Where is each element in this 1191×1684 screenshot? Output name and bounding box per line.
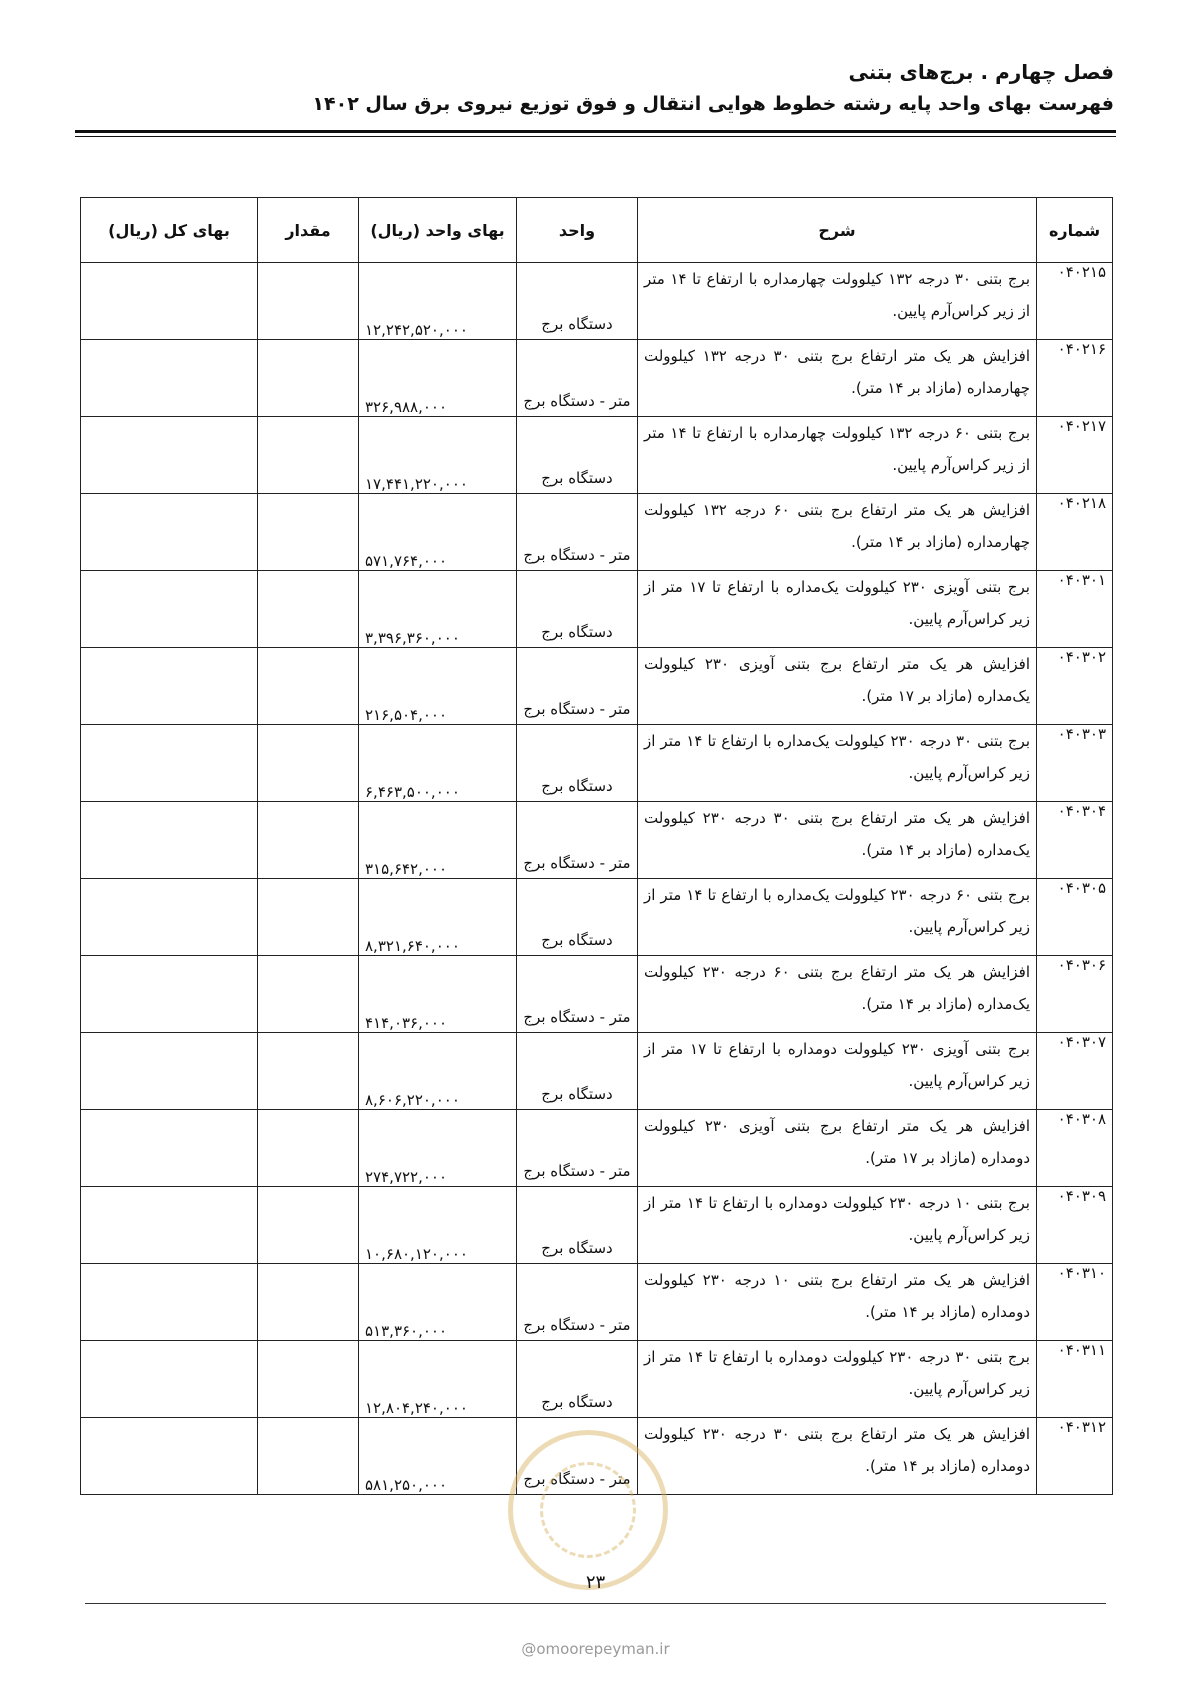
row-total — [81, 340, 258, 417]
row-unit-price: ۲۱۶,۵۰۴,۰۰۰ — [359, 648, 517, 725]
row-code: ۰۴۰۳۰۹ — [1037, 1187, 1113, 1264]
col-header-unit-price: بهای واحد (ریال) — [359, 198, 517, 263]
table-row — [81, 263, 1113, 340]
row-unit-price: ۳۲۶,۹۸۸,۰۰۰ — [359, 340, 517, 417]
row-quantity — [258, 263, 359, 340]
row-unit: دستگاه برج — [517, 879, 638, 956]
row-description: برج بتنی ۱۰ درجه ۲۳۰ کیلوولت دومداره با ارتفاع تا ۱۴ متر از زیر کراس‌آرم پایین. — [638, 1187, 1037, 1264]
row-total — [81, 494, 258, 571]
row-unit: متر - دستگاه برج — [517, 340, 638, 417]
row-quantity — [258, 725, 359, 802]
row-code: ۰۴۰۲۱۸ — [1037, 494, 1113, 571]
row-quantity — [258, 956, 359, 1033]
table-row — [81, 648, 1113, 725]
col-header-total: بهای کل (ریال) — [81, 198, 258, 263]
row-description: افزایش هر یک متر ارتفاع برج بتنی ۱۰ درجه ۲۳۰ کیلوولت دومداره (مازاد بر ۱۴ متر). — [638, 1264, 1037, 1341]
row-code: ۰۴۰۳۰۵ — [1037, 879, 1113, 956]
row-unit: متر - دستگاه برج — [517, 1264, 638, 1341]
row-description: برج بتنی ۳۰ درجه ۲۳۰ کیلوولت یک‌مداره با ارتفاع تا ۱۴ متر از زیر کراس‌آرم پایین. — [638, 725, 1037, 802]
row-description: افزایش هر یک متر ارتفاع برج بتنی ۳۰ درجه ۲۳۰ کیلوولت دومداره (مازاد بر ۱۴ متر). — [638, 1418, 1037, 1495]
row-unit-price: ۱۷,۴۴۱,۲۲۰,۰۰۰ — [359, 417, 517, 494]
row-unit: متر - دستگاه برج — [517, 494, 638, 571]
row-code: ۰۴۰۳۱۲ — [1037, 1418, 1113, 1495]
row-unit-price: ۶,۴۶۳,۵۰۰,۰۰۰ — [359, 725, 517, 802]
row-unit-price: ۸,۳۲۱,۶۴۰,۰۰۰ — [359, 879, 517, 956]
price-table-body — [81, 263, 1113, 1495]
row-unit: دستگاه برج — [517, 725, 638, 802]
row-quantity — [258, 1033, 359, 1110]
table-row — [81, 1110, 1113, 1187]
row-description: افزایش هر یک متر ارتفاع برج بتنی ۶۰ درجه ۱۳۲ کیلوولت چهارمداره (مازاد بر ۱۴ متر). — [638, 494, 1037, 571]
row-description: برج بتنی ۶۰ درجه ۲۳۰ کیلوولت یک‌مداره با ارتفاع تا ۱۴ متر از زیر کراس‌آرم پایین. — [638, 879, 1037, 956]
row-unit: متر - دستگاه برج — [517, 802, 638, 879]
row-total — [81, 1264, 258, 1341]
page-header — [75, 58, 1114, 118]
row-total — [81, 1418, 258, 1495]
row-code: ۰۴۰۳۰۷ — [1037, 1033, 1113, 1110]
row-code: ۰۴۰۳۰۲ — [1037, 648, 1113, 725]
row-unit-price: ۲۷۴,۷۲۲,۰۰۰ — [359, 1110, 517, 1187]
col-header-quantity: مقدار — [258, 198, 359, 263]
row-unit-price: ۵۷۱,۷۶۴,۰۰۰ — [359, 494, 517, 571]
row-total — [81, 725, 258, 802]
row-description: افزایش هر یک متر ارتفاع برج بتنی ۳۰ درجه ۲۳۰ کیلوولت یک‌مداره (مازاد بر ۱۴ متر). — [638, 802, 1037, 879]
row-unit-price: ۸,۶۰۶,۲۲۰,۰۰۰ — [359, 1033, 517, 1110]
row-unit: دستگاه برج — [517, 1341, 638, 1418]
seal-watermark-inner — [540, 1462, 636, 1558]
row-total — [81, 1187, 258, 1264]
row-quantity — [258, 1110, 359, 1187]
table-row — [81, 879, 1113, 956]
page-number: ۲۳ — [585, 1572, 606, 1593]
row-description: برج بتنی ۳۰ درجه ۱۳۲ کیلوولت چهارمداره با ارتفاع تا ۱۴ متر از زیر کراس‌آرم پایین. — [638, 263, 1037, 340]
row-total — [81, 1033, 258, 1110]
footer-rule — [85, 1603, 1106, 1604]
row-unit-price: ۵۸۱,۲۵۰,۰۰۰ — [359, 1418, 517, 1495]
table-row — [81, 1264, 1113, 1341]
row-code: ۰۴۰۲۱۷ — [1037, 417, 1113, 494]
row-unit: دستگاه برج — [517, 263, 638, 340]
row-unit-price: ۳۱۵,۶۴۲,۰۰۰ — [359, 802, 517, 879]
row-total — [81, 648, 258, 725]
row-unit-price: ۵۱۳,۳۶۰,۰۰۰ — [359, 1264, 517, 1341]
row-description: افزایش هر یک متر ارتفاع برج بتنی آویزی ۲۳۰ کیلوولت یک‌مداره (مازاد بر ۱۷ متر). — [638, 648, 1037, 725]
table-row — [81, 571, 1113, 648]
row-total — [81, 263, 258, 340]
row-total — [81, 1110, 258, 1187]
row-code: ۰۴۰۳۰۳ — [1037, 725, 1113, 802]
row-total — [81, 879, 258, 956]
table-header-row — [81, 198, 1113, 263]
row-unit: دستگاه برج — [517, 1187, 638, 1264]
row-total — [81, 417, 258, 494]
row-description: برج بتنی ۶۰ درجه ۱۳۲ کیلوولت چهارمداره با ارتفاع تا ۱۴ متر از زیر کراس‌آرم پایین. — [638, 417, 1037, 494]
row-unit: دستگاه برج — [517, 417, 638, 494]
row-unit: دستگاه برج — [517, 1033, 638, 1110]
row-total — [81, 1341, 258, 1418]
col-header-code: شماره — [1037, 198, 1113, 263]
row-unit: متر - دستگاه برج — [517, 956, 638, 1033]
row-code: ۰۴۰۳۰۱ — [1037, 571, 1113, 648]
row-code: ۰۴۰۳۱۱ — [1037, 1341, 1113, 1418]
seal-watermark — [508, 1430, 668, 1590]
row-code: ۰۴۰۳۰۴ — [1037, 802, 1113, 879]
row-code: ۰۴۰۲۱۶ — [1037, 340, 1113, 417]
row-unit-price: ۴۱۴,۰۳۶,۰۰۰ — [359, 956, 517, 1033]
table-row — [81, 494, 1113, 571]
table-row — [81, 1187, 1113, 1264]
site-url: @omoorepeyman.ir — [521, 1640, 670, 1658]
row-unit: متر - دستگاه برج — [517, 1110, 638, 1187]
table-row — [81, 725, 1113, 802]
row-unit-price: ۳,۳۹۶,۳۶۰,۰۰۰ — [359, 571, 517, 648]
row-unit: دستگاه برج — [517, 571, 638, 648]
table-row — [81, 802, 1113, 879]
header-rule-thin — [75, 136, 1116, 137]
row-code: ۰۴۰۳۱۰ — [1037, 1264, 1113, 1341]
row-code: ۰۴۰۳۰۶ — [1037, 956, 1113, 1033]
col-header-unit: واحد — [517, 198, 638, 263]
table-row — [81, 1341, 1113, 1418]
row-quantity — [258, 1264, 359, 1341]
document-subtitle: فهرست بهای واحد پایه رشته خطوط هوایی انتقال و فوق توزیع نیروی برق سال ۱۴۰۲ — [312, 93, 1114, 115]
row-quantity — [258, 802, 359, 879]
col-header-description: شرح — [638, 198, 1037, 263]
header-rule-thick — [75, 130, 1116, 133]
row-description: برج بتنی آویزی ۲۳۰ کیلوولت دومداره با ارتفاع تا ۱۷ متر از زیر کراس‌آرم پایین. — [638, 1033, 1037, 1110]
row-total — [81, 956, 258, 1033]
table-row — [81, 956, 1113, 1033]
row-quantity — [258, 340, 359, 417]
row-quantity — [258, 417, 359, 494]
table-row — [81, 417, 1113, 494]
row-description: افزایش هر یک متر ارتفاع برج بتنی آویزی ۲۳۰ کیلوولت دومداره (مازاد بر ۱۷ متر). — [638, 1110, 1037, 1187]
row-total — [81, 571, 258, 648]
row-description: برج بتنی ۳۰ درجه ۲۳۰ کیلوولت دومداره با ارتفاع تا ۱۴ متر از زیر کراس‌آرم پایین. — [638, 1341, 1037, 1418]
row-unit: متر - دستگاه برج — [517, 648, 638, 725]
row-quantity — [258, 648, 359, 725]
row-description: افزایش هر یک متر ارتفاع برج بتنی ۳۰ درجه ۱۳۲ کیلوولت چهارمداره (مازاد بر ۱۴ متر). — [638, 340, 1037, 417]
row-code: ۰۴۰۳۰۸ — [1037, 1110, 1113, 1187]
row-quantity — [258, 571, 359, 648]
table-row — [81, 340, 1113, 417]
row-quantity — [258, 494, 359, 571]
row-quantity — [258, 1187, 359, 1264]
row-quantity — [258, 1341, 359, 1418]
row-unit-price: ۱۲,۸۰۴,۲۴۰,۰۰۰ — [359, 1341, 517, 1418]
row-unit-price: ۱۰,۶۸۰,۱۲۰,۰۰۰ — [359, 1187, 517, 1264]
row-quantity — [258, 1418, 359, 1495]
row-description: برج بتنی آویزی ۲۳۰ کیلوولت یک‌مداره با ارتفاع تا ۱۷ متر از زیر کراس‌آرم پایین. — [638, 571, 1037, 648]
table-row — [81, 1033, 1113, 1110]
row-quantity — [258, 879, 359, 956]
row-description: افزایش هر یک متر ارتفاع برج بتنی ۶۰ درجه ۲۳۰ کیلوولت یک‌مداره (مازاد بر ۱۴ متر). — [638, 956, 1037, 1033]
row-total — [81, 802, 258, 879]
row-unit: متر - دستگاه برج — [517, 1418, 638, 1495]
row-code: ۰۴۰۲۱۵ — [1037, 263, 1113, 340]
chapter-title: فصل چهارم . برج‌های بتنی — [848, 60, 1114, 84]
price-table — [80, 197, 1113, 1495]
row-unit-price: ۱۲,۲۴۲,۵۲۰,۰۰۰ — [359, 263, 517, 340]
